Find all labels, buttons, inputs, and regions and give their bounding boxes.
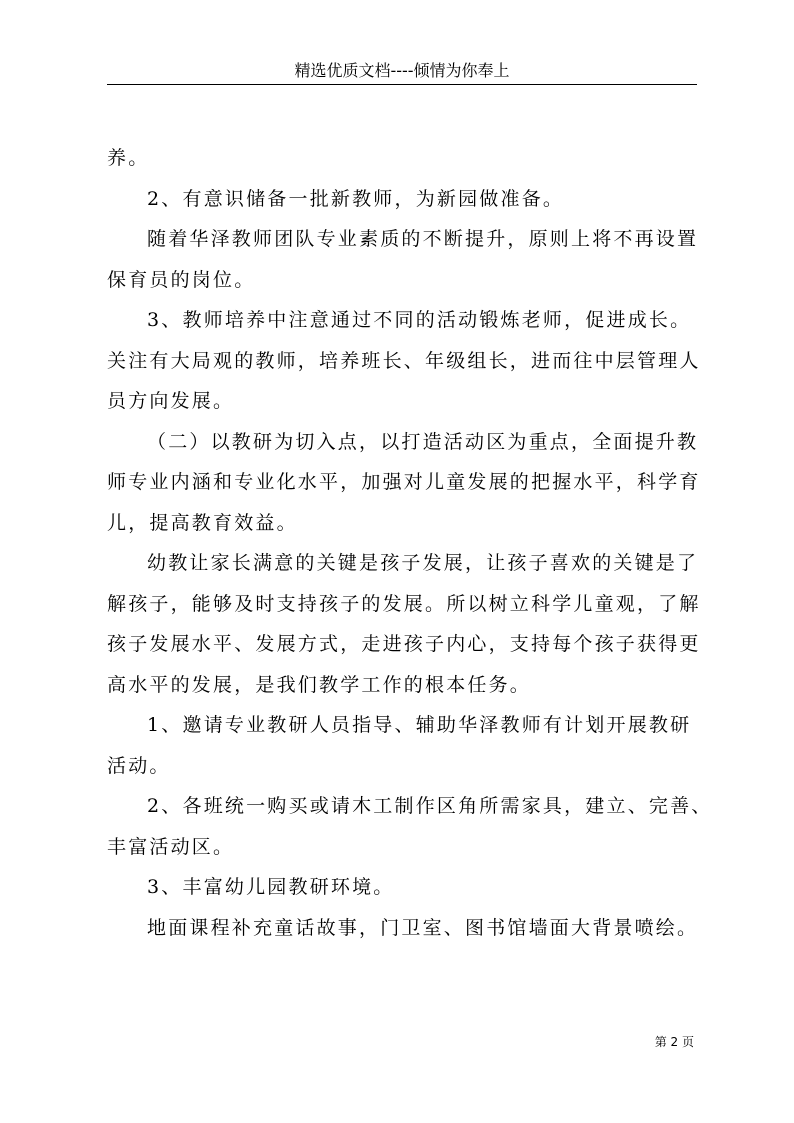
document-body (107, 138, 713, 948)
text-line: 养。 (107, 147, 150, 169)
text-line: 地面课程补充童话故事，门卫室、图书馆墙面大背景喷绘。 (147, 916, 699, 939)
text-line: 丰富活动区。 (107, 835, 235, 858)
text-line: 解孩子，能够及时支持孩子的发展。所以树立科学儿童观，了解 (107, 592, 701, 615)
page-header: 精选优质文档----倾情为你奉上 (294, 61, 510, 80)
text-line: 1、邀请专业教研人员指导、辅助华泽教师有计划开展教研 (147, 714, 692, 736)
text-line: 儿，提高教育效益。 (107, 511, 298, 534)
text-line: （二）以教研为切入点，以打造活动区为重点，全面提升教 (147, 430, 699, 453)
text-line: 2、有意识储备一批新教师，为新园做准备。 (147, 187, 565, 210)
text-line: 师专业内涵和专业化水平，加强对儿童发展的把握水平，科学育 (107, 471, 701, 493)
text-line: 活动。 (107, 754, 171, 777)
text-line: 3、教师培养中注意通过不同的活动锻炼老师，促进成长。 (147, 309, 692, 331)
text-line: 幼教让家长满意的关键是孩子发展，让孩子喜欢的关键是了 (147, 552, 699, 574)
page-number: 第 2 页 (654, 1035, 694, 1049)
text-line: 3、丰富幼儿园教研环境。 (147, 876, 395, 898)
text-line: 高水平的发展，是我们教学工作的根本任务。 (107, 673, 532, 696)
text-line: 员方向发展。 (107, 390, 235, 412)
text-line: 保育员的岗位。 (107, 268, 256, 291)
header-divider (107, 84, 697, 85)
text-line: 2、各班统一购买或请木工制作区角所需家具，建立、完善、 (147, 795, 713, 817)
text-line: 随着华泽教师团队专业素质的不断提升，原则上将不再设置 (147, 228, 699, 250)
text-line: 关注有大局观的教师，培养班长、年级组长，进而往中层管理人 (107, 349, 701, 372)
text-line: 孩子发展水平、发展方式，走进孩子内心，支持每个孩子获得更 (107, 633, 701, 655)
